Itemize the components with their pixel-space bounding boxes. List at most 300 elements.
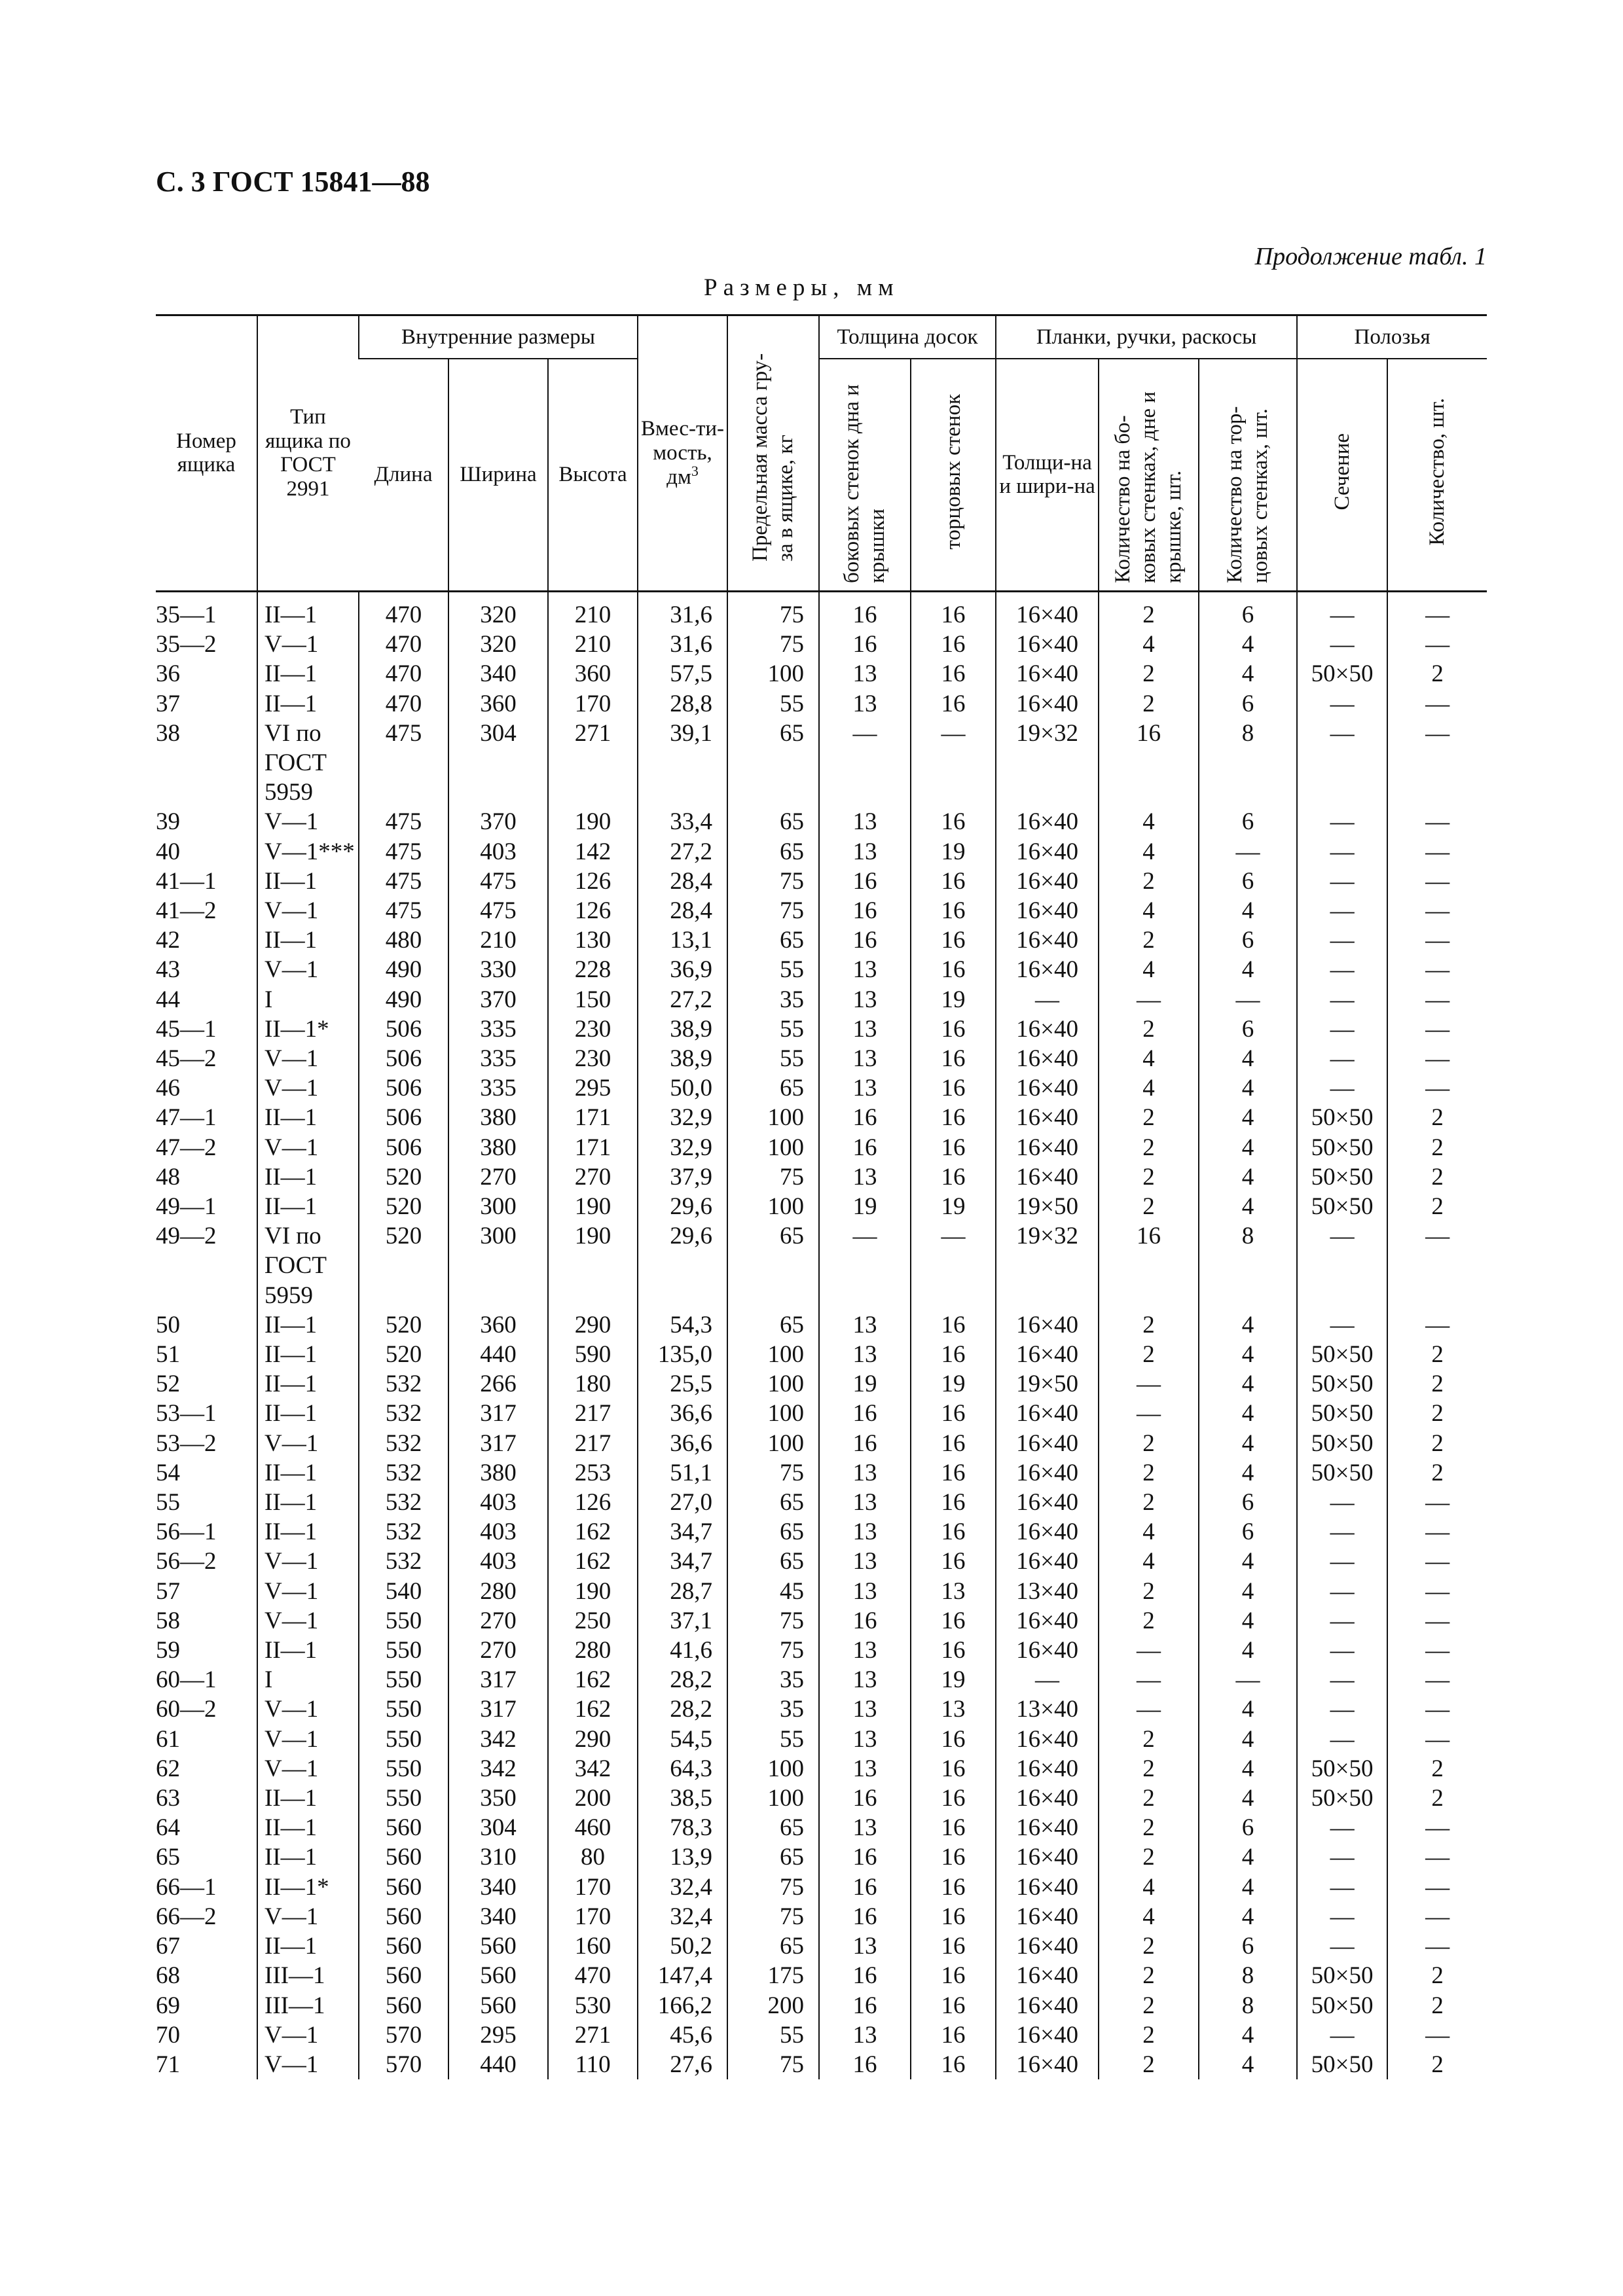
cell-capacity: 36,6 [638,1429,727,1458]
cell-runner-count: — [1387,689,1487,719]
header-slat-count-side-text: Количество на бо-ковых стенках, дне и крышке, шт. [1111,391,1186,583]
cell-max-load: 65 [727,1813,819,1842]
boxes-table [156,314,1487,2079]
cell-max-load: 100 [727,1429,819,1458]
cell-end-boards: 16 [911,1162,996,1192]
cell-slat-count-end: 4 [1199,1842,1297,1872]
cell-box-number: 52 [156,1371,180,1398]
cell-length: 560 [359,1842,448,1872]
cell-runner-count: — [1387,1842,1487,1872]
cell-side-boards: 16 [819,1991,911,2020]
cell-end-boards: 16 [911,2020,996,2050]
cell-side-boards: 16 [819,867,911,896]
cell-height: 162 [548,1517,638,1547]
cell-slat-size: 19×50 [996,1369,1099,1399]
cell-capacity: 28,8 [638,689,727,719]
cell-slat-count-end: 4 [1199,1103,1297,1132]
cell-max-load: 100 [727,1133,819,1162]
cell-max-load: 75 [727,2050,819,2079]
cell-slat-count-side: 4 [1099,1044,1199,1073]
cell-slat-size: 13×40 [996,1695,1099,1724]
cell-box-type: II—1 [257,1842,359,1872]
cell-slat-count-side: 2 [1099,1842,1199,1872]
cell-box-number: 57 [156,1577,180,1605]
cell-runner-count: 2 [1387,1458,1487,1488]
cell-capacity: 135,0 [638,1340,727,1369]
cell-box-number: 71 [156,2051,180,2078]
cell-end-boards: 16 [911,1754,996,1784]
cell-width: 304 [448,1813,548,1842]
cell-slat-count-side: 4 [1099,837,1199,867]
cell-slat-count-end: 4 [1199,1429,1297,1458]
cell-box-number: 45—1 [156,1015,217,1043]
cell-side-boards: 13 [819,985,911,1014]
cell-box-number: 44 [156,986,180,1013]
cell-slat-size: 16×40 [996,925,1099,955]
table-row [156,1547,1487,1576]
cell-slat-size: 16×40 [996,807,1099,836]
cell-runner-count: — [1387,985,1487,1014]
table-body [156,591,1487,2079]
cell-length: 520 [359,1221,448,1310]
table-row [156,591,1487,630]
cell-runner-count: 2 [1387,1103,1487,1132]
cell-end-boards: 16 [911,1103,996,1132]
cell-box-number: 54 [156,1459,180,1486]
cell-box-number: 38 [156,719,180,747]
cell-width: 320 [448,591,548,630]
cell-box-number: 59 [156,1637,180,1664]
cell-length: 475 [359,896,448,925]
cell-end-boards: 16 [911,2050,996,2079]
cell-end-boards: 16 [911,925,996,955]
dimensions-caption: Размеры, мм [704,274,900,301]
cell-max-load: 75 [727,1636,819,1665]
cell-length: 560 [359,1931,448,1961]
cell-slat-count-side: — [1099,1399,1199,1428]
cell-slat-count-side: 4 [1099,1902,1199,1931]
cell-max-load: 65 [727,1488,819,1517]
cell-max-load: 100 [727,1399,819,1428]
cell-slat-size: 16×40 [996,2050,1099,2079]
cell-runner-count: — [1387,591,1487,630]
cell-box-number: 66—1 [156,1873,217,1901]
cell-side-boards: — [819,1221,911,1310]
table-row [156,1488,1487,1517]
cell-runner-section: 50×50 [1297,1162,1387,1192]
cell-box-type: V—1 [257,1754,359,1784]
cell-box-type: V—1 [257,1429,359,1458]
cell-runner-count: 2 [1387,1162,1487,1192]
cell-slat-size: 16×40 [996,2020,1099,2050]
cell-height: 217 [548,1399,638,1428]
cell-max-load: 65 [727,837,819,867]
cell-slat-size: 16×40 [996,1133,1099,1162]
cell-runner-count: — [1387,1695,1487,1724]
cell-end-boards: — [911,1221,996,1310]
cell-side-boards: 13 [819,1014,911,1044]
cell-runner-section: 50×50 [1297,1133,1387,1162]
cell-max-load: 65 [727,1517,819,1547]
cell-width: 317 [448,1665,548,1695]
cell-slat-count-end: 4 [1199,659,1297,689]
cell-box-number: 40 [156,838,180,865]
header-capacity-text: Вмес-ти-мость, дм [640,417,725,489]
cell-slat-count-end: 4 [1199,896,1297,925]
cell-slat-size: — [996,985,1099,1014]
cell-side-boards: 16 [819,925,911,955]
cell-length: 560 [359,1961,448,1990]
cell-max-load: 75 [727,1873,819,1902]
cell-capacity: 32,4 [638,1902,727,1931]
cell-runner-section: — [1297,837,1387,867]
cell-width: 403 [448,837,548,867]
cell-length: 550 [359,1754,448,1784]
cell-width: 342 [448,1725,548,1754]
cell-end-boards: 16 [911,1458,996,1488]
cell-slat-size: 16×40 [996,1902,1099,1931]
cell-slat-count-end: 8 [1199,719,1297,808]
cell-box-number: 53—2 [156,1429,217,1457]
cell-side-boards: 13 [819,1458,911,1488]
cell-slat-count-side: 2 [1099,1103,1199,1132]
cell-runner-count: 2 [1387,2050,1487,2079]
cell-runner-count: — [1387,1636,1487,1665]
cell-side-boards: 13 [819,1577,911,1606]
header-max-load [727,315,819,592]
cell-length: 560 [359,1813,448,1842]
cell-height: 253 [548,1458,638,1488]
cell-slat-count-end: 6 [1199,591,1297,630]
cell-runner-count: — [1387,1902,1487,1931]
cell-box-type: VI по ГОСТ 5959 [257,719,359,808]
cell-box-number: 47—1 [156,1104,217,1132]
cell-slat-count-side: 2 [1099,1577,1199,1606]
cell-box-type: II—1* [257,1014,359,1044]
cell-runner-count: — [1387,1606,1487,1636]
table-row [156,867,1487,896]
table-row [156,1310,1487,1340]
cell-slat-size: 16×40 [996,591,1099,630]
cell-length: 470 [359,659,448,689]
cell-slat-count-end: — [1199,837,1297,867]
cell-runner-count: 2 [1387,1192,1487,1221]
cell-length: 570 [359,2050,448,2079]
cell-capacity: 51,1 [638,1458,727,1488]
cell-runner-count: 2 [1387,659,1487,689]
table-row [156,1399,1487,1428]
cell-length: 506 [359,1133,448,1162]
cell-max-load: 35 [727,1695,819,1724]
cell-slat-count-side: 2 [1099,1192,1199,1221]
cell-max-load: 65 [727,1310,819,1340]
cell-runner-section: — [1297,807,1387,836]
cell-side-boards: 13 [819,1695,911,1724]
cell-box-type: V—1 [257,955,359,984]
cell-height: 190 [548,807,638,836]
cell-runner-section: — [1297,1931,1387,1961]
cell-runner-count: — [1387,1577,1487,1606]
boxes-table-container [156,314,1487,2079]
cell-capacity: 54,5 [638,1725,727,1754]
cell-slat-size: 16×40 [996,1458,1099,1488]
table-row [156,1665,1487,1695]
cell-end-boards: 19 [911,1192,996,1221]
cell-width: 340 [448,659,548,689]
cell-slat-count-end: 4 [1199,1399,1297,1428]
cell-runner-count: — [1387,837,1487,867]
cell-end-boards: 16 [911,1340,996,1369]
cell-height: 290 [548,1310,638,1340]
table-row [156,1725,1487,1754]
cell-height: 110 [548,2050,638,2079]
cell-width: 320 [448,630,548,659]
cell-length: 506 [359,1103,448,1132]
cell-slat-size: — [996,1665,1099,1695]
cell-box-number: 47—2 [156,1134,217,1161]
cell-box-number: 46 [156,1075,180,1102]
table-row [156,1606,1487,1636]
cell-capacity: 13,1 [638,925,727,955]
cell-box-type: V—1 [257,2020,359,2050]
header-runner-count-text: Количество, шт. [1425,398,1450,546]
cell-slat-size: 16×40 [996,1931,1099,1961]
cell-slat-count-end: 6 [1199,689,1297,719]
cell-slat-count-side: 2 [1099,1458,1199,1488]
cell-length: 475 [359,837,448,867]
table-row [156,1133,1487,1162]
cell-end-boards: 13 [911,1577,996,1606]
cell-capacity: 39,1 [638,719,727,808]
cell-box-number: 70 [156,2021,180,2049]
cell-capacity: 27,2 [638,837,727,867]
table-row [156,1902,1487,1931]
header-height: Высота [548,359,638,591]
cell-height: 342 [548,1754,638,1784]
cell-slat-count-side: 2 [1099,1725,1199,1754]
cell-side-boards: — [819,719,911,808]
cell-end-boards: 16 [911,1310,996,1340]
cell-slat-count-side: 2 [1099,1606,1199,1636]
cell-slat-count-side: 16 [1099,1221,1199,1310]
cell-max-load: 35 [727,1665,819,1695]
cell-runner-count: 2 [1387,1991,1487,2020]
cell-runner-section: — [1297,1547,1387,1576]
cell-end-boards: 19 [911,837,996,867]
cell-capacity: 33,4 [638,807,727,836]
cell-width: 317 [448,1399,548,1428]
header-box-number: Номер ящика [156,315,257,592]
cell-slat-count-side: — [1099,1695,1199,1724]
cell-slat-count-side: 4 [1099,1517,1199,1547]
cell-end-boards: 16 [911,896,996,925]
cell-runner-count: — [1387,1931,1487,1961]
cell-runner-section: — [1297,1014,1387,1044]
table-row [156,719,1487,808]
cell-box-type: II—1 [257,1931,359,1961]
header-runner-count [1387,359,1487,591]
cell-box-type: V—1 [257,630,359,659]
cell-end-boards: 16 [911,1044,996,1073]
cell-height: 230 [548,1044,638,1073]
cell-box-number: 53—1 [156,1400,217,1427]
cell-max-load: 45 [727,1577,819,1606]
cell-box-number: 61 [156,1725,180,1753]
table-row [156,1873,1487,1902]
cell-box-number: 41—2 [156,897,217,924]
cell-runner-count: 2 [1387,1133,1487,1162]
cell-slat-count-side: 2 [1099,1931,1199,1961]
table-row [156,896,1487,925]
cell-slat-size: 16×40 [996,1103,1099,1132]
cell-capacity: 32,9 [638,1133,727,1162]
cell-box-number: 66—2 [156,1903,217,1930]
cell-capacity: 34,7 [638,1517,727,1547]
cell-height: 171 [548,1103,638,1132]
cell-end-boards: 16 [911,1133,996,1162]
cell-end-boards: 16 [911,1073,996,1103]
cell-width: 340 [448,1873,548,1902]
cell-side-boards: 13 [819,1636,911,1665]
header-inner-dims: Внутренние размеры [359,315,638,359]
cell-side-boards: 19 [819,1192,911,1221]
cell-runner-count: — [1387,719,1487,808]
cell-capacity: 78,3 [638,1813,727,1842]
cell-height: 210 [548,630,638,659]
cell-runner-count: — [1387,1517,1487,1547]
cell-end-boards: 19 [911,1665,996,1695]
cell-runner-count: — [1387,896,1487,925]
cell-length: 560 [359,1991,448,2020]
cell-slat-count-end: 4 [1199,1754,1297,1784]
cell-end-boards: 19 [911,985,996,1014]
cell-side-boards: 13 [819,1931,911,1961]
table-row [156,1991,1487,2020]
cell-slat-count-end: 6 [1199,1488,1297,1517]
cell-box-type: V—1 [257,1725,359,1754]
cell-height: 210 [548,591,638,630]
cell-box-number: 37 [156,690,180,717]
cell-capacity: 147,4 [638,1961,727,1990]
cell-side-boards: 16 [819,1133,911,1162]
cell-length: 532 [359,1399,448,1428]
cell-width: 317 [448,1429,548,1458]
header-max-load-text: Предельная масса гру-за в ящике, кг [748,353,798,562]
cell-max-load: 100 [727,1192,819,1221]
cell-side-boards: 16 [819,591,911,630]
cell-max-load: 65 [727,807,819,836]
table-row [156,659,1487,689]
cell-runner-section: — [1297,2020,1387,2050]
cell-max-load: 35 [727,985,819,1014]
cell-slat-count-side: 2 [1099,1162,1199,1192]
cell-max-load: 100 [727,1784,819,1813]
cell-box-type: V—1 [257,1133,359,1162]
cell-slat-count-side: 4 [1099,896,1199,925]
cell-runner-count: — [1387,1073,1487,1103]
cell-slat-count-side: 4 [1099,1073,1199,1103]
cell-length: 532 [359,1517,448,1547]
cell-box-type: V—1 [257,1577,359,1606]
table-row [156,630,1487,659]
cell-capacity: 37,1 [638,1606,727,1636]
cell-slat-size: 16×40 [996,1014,1099,1044]
cell-side-boards: 13 [819,1665,911,1695]
table-row [156,1577,1487,1606]
cell-slat-count-side: 2 [1099,1310,1199,1340]
page-header: С. 3 ГОСТ 15841—88 [156,166,430,198]
header-box-type: Тип ящика по ГОСТ 2991 [257,315,359,592]
cell-capacity: 28,7 [638,1577,727,1606]
cell-slat-count-side: 2 [1099,1784,1199,1813]
cell-end-boards: 16 [911,1014,996,1044]
cell-runner-section: — [1297,1044,1387,1073]
cell-end-boards: 16 [911,1606,996,1636]
cell-box-type: II—1 [257,689,359,719]
cell-runner-section: — [1297,1577,1387,1606]
cell-end-boards: 16 [911,659,996,689]
cell-runner-count: 2 [1387,1754,1487,1784]
cell-length: 506 [359,1014,448,1044]
cell-slat-count-end: 6 [1199,1517,1297,1547]
cell-side-boards: 19 [819,1369,911,1399]
cell-max-load: 55 [727,1014,819,1044]
cell-max-load: 55 [727,689,819,719]
cell-side-boards: 16 [819,1784,911,1813]
cell-height: 171 [548,1133,638,1162]
header-runners: Полозья [1297,315,1487,359]
cell-box-number: 69 [156,1992,180,2019]
cell-slat-count-side: 2 [1099,1488,1199,1517]
cell-height: 217 [548,1429,638,1458]
cell-slat-count-end: 6 [1199,925,1297,955]
cell-width: 335 [448,1044,548,1073]
cell-end-boards: 16 [911,1991,996,2020]
cell-box-number: 50 [156,1311,180,1338]
cell-end-boards: 16 [911,1429,996,1458]
cell-max-load: 75 [727,1162,819,1192]
cell-side-boards: 13 [819,689,911,719]
cell-runner-section: 50×50 [1297,1103,1387,1132]
cell-runner-section: — [1297,985,1387,1014]
cell-max-load: 75 [727,896,819,925]
cell-runner-count: — [1387,867,1487,896]
header-slat-count-end-text: Количество на тор-цовых стенках, шт. [1223,406,1273,583]
cell-runner-section: — [1297,867,1387,896]
cell-height: 250 [548,1606,638,1636]
cell-width: 270 [448,1162,548,1192]
cell-max-load: 100 [727,1340,819,1369]
cell-height: 190 [548,1192,638,1221]
cell-height: 190 [548,1221,638,1310]
cell-width: 370 [448,807,548,836]
cell-box-type: II—1 [257,1517,359,1547]
cell-slat-count-end: 6 [1199,1931,1297,1961]
cell-side-boards: 16 [819,2050,911,2079]
header-slat-count-side [1099,359,1199,591]
cell-width: 440 [448,2050,548,2079]
cell-slat-count-end: 4 [1199,1192,1297,1221]
cell-length: 560 [359,1873,448,1902]
table-row [156,2050,1487,2079]
cell-box-number: 36 [156,660,180,688]
cell-capacity: 36,9 [638,955,727,984]
header-side-boards-text: боковых стенок дна и крышки [840,384,890,583]
cell-box-type: II—1 [257,1310,359,1340]
cell-slat-count-side: — [1099,1665,1199,1695]
cell-box-type: II—1 [257,1192,359,1221]
cell-width: 210 [448,925,548,955]
